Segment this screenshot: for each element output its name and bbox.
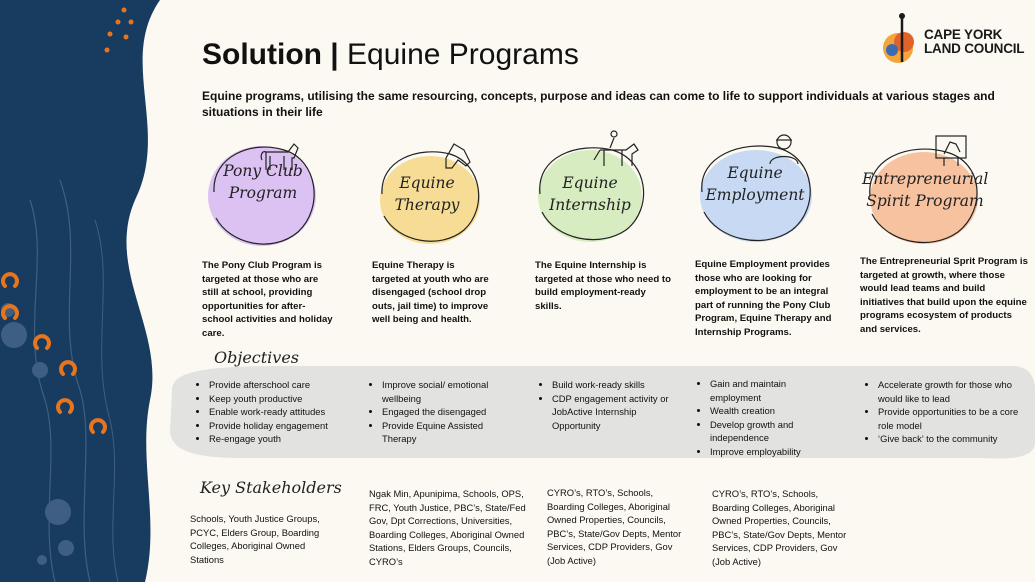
equine-employment-label: Equine Employment (705, 164, 805, 204)
list-item: • Accelerate growth for those who would like to lead (878, 378, 1024, 405)
pony-club-description: The Pony Club Program is targeted at those who are still at school, providing opportunities for after-school activities and holiday care. (202, 260, 333, 339)
equine-therapy-label: Equine Therapy (394, 174, 460, 214)
cape-york-land-council-logo (878, 10, 1028, 70)
intro-text: Equine programs, utilising the same resourcing, concepts, purpose and ideas can come to life to support individuals at various stages and situations in their life (202, 89, 995, 119)
equine-internship-description: The Equine Internship is targeted at those who need to build employment-ready skills. (535, 260, 671, 312)
list-item: • Wealth creation (710, 404, 838, 418)
list-item: • Gain and maintain employment (710, 377, 838, 404)
entrepreneurial-description: The Entrepreneurial Sprit Program is targeted at growth, where those would lead teams and build initiatives that build upon the equine programs ecosystem of products and services. (860, 256, 1028, 335)
objectives-list-entrepreneurial (862, 378, 1024, 446)
equine-therapy-description: Equine Therapy is targeted at youth who are disengaged (school drop outs, jail time) to improve well being and health. (372, 260, 489, 326)
list-item: • Provide afterschool care (209, 378, 369, 392)
entrepreneurial-label: Entrepreneurial Spirit Program (862, 170, 989, 210)
pony-club-label: Pony Club Program (223, 162, 303, 202)
decorative-left-band (0, 0, 175, 582)
list-item: • Improve employability (710, 445, 838, 459)
list-item: • CDP engagement activity or JobActive Internship Opportunity (552, 392, 682, 433)
list-item: • ‘Give back’ to the community (878, 432, 1024, 446)
list-item: • Provide opportunities to be a core role model (878, 405, 1024, 432)
equine-employment-description: Equine Employment provides those who are looking for employment to be an integral part of running the Pony Club Program, Equine Therapy and Internship Programs. (695, 259, 832, 338)
stakeholders-pony: Schools, Youth Justice Groups, PCYC, Elders Group, Boarding Colleges, Aboriginal Owned Stations (190, 513, 320, 565)
objectives-list-therapy (366, 378, 512, 446)
stakeholders-internship: CYRO’s, RTO’s, Schools, Boarding Colleges, Aboriginal Owned Properties, Councils, PBC’s, State/Gov Depts, Mentor Services, CDP Providers, Gov (Job Active) (547, 487, 682, 566)
objectives-list-internship (536, 378, 682, 432)
list-item: • Enable work-ready attitudes (209, 405, 369, 419)
page-title (202, 38, 579, 72)
logo-emblem-icon (878, 10, 926, 66)
list-item: • Develop growth and independence (710, 418, 838, 445)
list-item: • Improve social/ emotional wellbeing (382, 378, 512, 405)
list-item: • Re-engage youth (209, 432, 369, 446)
stakeholders-employment: CYRO’s, RTO’s, Schools, Boarding Colleges, Aboriginal Owned Properties, Councils, PBC’s, State/Gov Depts, Mentor Services, CDP Providers, Gov (Job Active) (712, 488, 847, 567)
objectives-list-pony (193, 378, 369, 446)
list-item: • Provide holiday engagement (209, 419, 369, 433)
title-rest: Equine Programs (347, 38, 579, 71)
list-item: • Keep youth productive (209, 392, 369, 406)
list-item: • Provide Equine Assisted Therapy (382, 419, 512, 446)
list-item: • Engaged the disengaged (382, 405, 512, 419)
logo-text: CAPE YORK LAND COUNCIL (924, 27, 1025, 56)
list-item: • Build work-ready skills (552, 378, 682, 392)
stakeholders-therapy: Ngak Min, Apunipima, Schools, OPS, FRC, Youth Justice, PBC’s, State/Fed Gov, Dpt Corrections, Universities, Boarding Colleges, Aboriginal Owned Stations, Elders Groups, Councils, CYRO’s (369, 488, 526, 567)
title-bold: Solution | (202, 38, 339, 71)
objectives-heading: Objectives (214, 348, 300, 367)
stakeholders-heading: Key Stakeholders (200, 478, 342, 497)
equine-internship-label: Equine Internship (549, 174, 631, 214)
objectives-list-employment (694, 377, 838, 459)
